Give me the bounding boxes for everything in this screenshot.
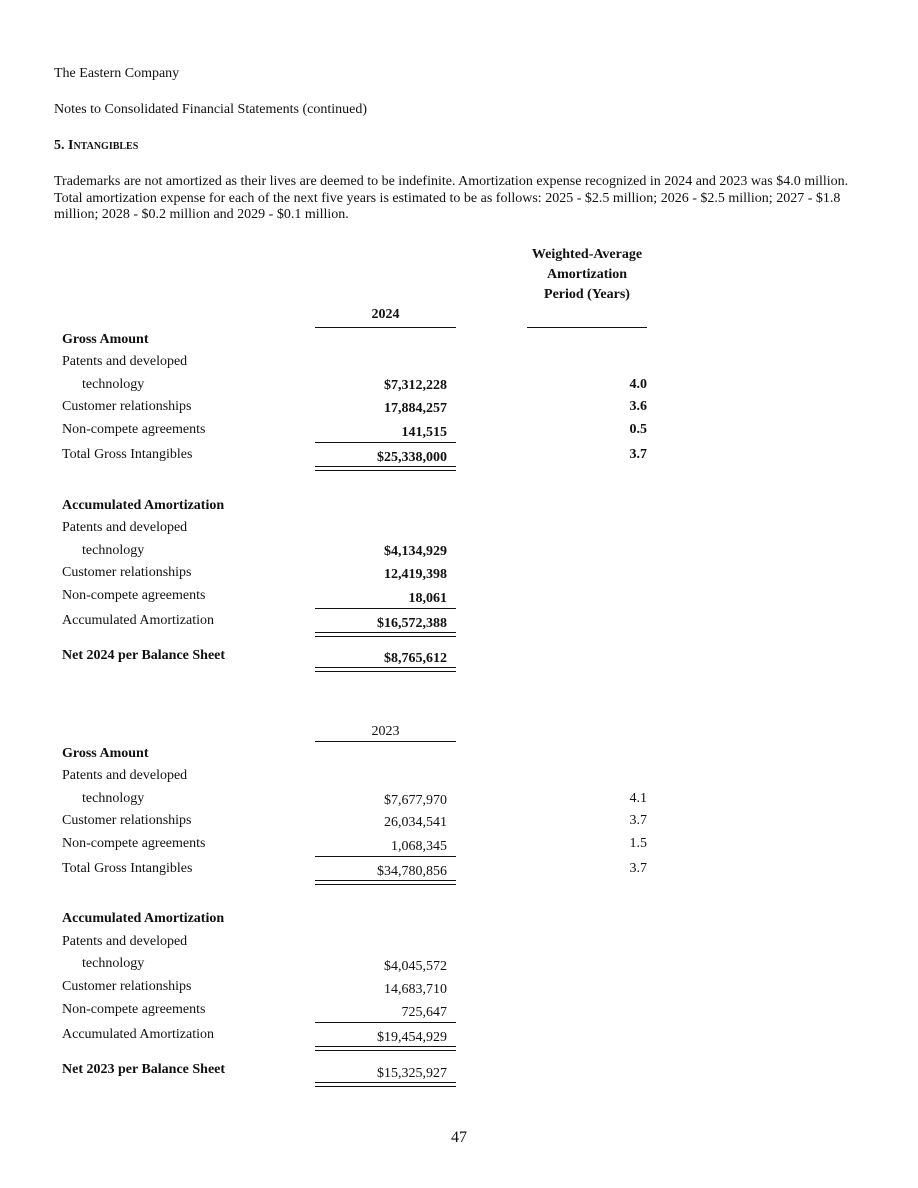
technology-label-2024: technology [82, 377, 145, 392]
total-gross-2023: $34,780,856 [377, 864, 447, 879]
accum-patents-label-2023: Patents and developed [62, 934, 188, 949]
total-gross-label-2023: Total Gross Intangibles [62, 861, 193, 876]
accum-label-2023: Accumulated Amortization [62, 911, 225, 926]
technology-label-2023: technology [82, 791, 145, 806]
patents-gross-2024: $7,312,228 [384, 378, 447, 393]
total-period-2023: 3.7 [629, 861, 647, 876]
patents-gross-2023: $7,677,970 [384, 793, 447, 808]
double-rule-2024-a [315, 466, 456, 471]
noncompete-gross-2024: 141,515 [401, 425, 447, 440]
double-rule-2023-a [315, 880, 456, 885]
customer-gross-2024: 17,884,257 [384, 401, 447, 416]
accum-patents-label-2024: Patents and developed [62, 520, 188, 535]
rule-2023-b [315, 1022, 456, 1023]
accum-technology-label-2023: technology [82, 956, 145, 971]
noncompete-label-2024: Non-compete agreements [62, 422, 206, 437]
noncompete-period-2024: 0.5 [629, 422, 647, 437]
accum-label-2024: Accumulated Amortization [62, 498, 225, 513]
weighted-average-header: Weighted-Average Amortization Period (Years) [531, 247, 643, 302]
customer-period-2024: 3.6 [629, 399, 647, 414]
double-rule-2023-b [315, 1046, 456, 1051]
section-title: 5. Intangibles [54, 138, 139, 153]
wa-header-underline [527, 327, 647, 328]
notes-title: Notes to Consolidated Financial Statements (continued) [54, 102, 367, 117]
accum-noncompete-2023: 725,647 [401, 1005, 447, 1020]
accum-technology-label-2024: technology [82, 543, 145, 558]
double-rule-2024-b [315, 632, 456, 637]
total-period-2024: 3.7 [629, 447, 647, 462]
gross-amount-label-2023: Gross Amount [62, 746, 149, 761]
accum-patents-2023: $4,045,572 [384, 959, 447, 974]
gross-amount-label-2024: Gross Amount [62, 332, 149, 347]
net-value-2024: $8,765,612 [384, 651, 447, 666]
patents-label-2023: Patents and developed [62, 768, 188, 783]
customer-gross-2023: 26,034,541 [384, 815, 447, 830]
rule-2024-a [315, 442, 456, 443]
accum-noncompete-label-2024: Non-compete agreements [62, 588, 206, 603]
patents-period-2023: 4.1 [629, 791, 647, 806]
accum-customer-2024: 12,419,398 [384, 567, 447, 582]
accum-total-2023: $19,454,929 [377, 1030, 447, 1045]
accum-total-label-2024: Accumulated Amortization [62, 613, 215, 628]
total-gross-2024: $25,338,000 [377, 450, 447, 465]
patents-period-2024: 4.0 [629, 377, 647, 392]
page-number: 47 [451, 1129, 467, 1146]
double-rule-2023-c [315, 1082, 456, 1087]
intro-paragraph: Trademarks are not amortized as their lives are deemed to be indefinite. Amortization expense recognized in 2024 and 2023 was $4.0 million. Total amortization expense for each of the next five years is estimated to be as follows: 2025 - $2.5 million; 2026 - $2.5 million; 2027 - $1.8 million; 2028 - $0.2 million and 2029 - $0.1 million. [54, 174, 849, 222]
customer-period-2023: 3.7 [629, 813, 647, 828]
company-name: The Eastern Company [54, 66, 180, 81]
header-underline-2024 [315, 327, 456, 328]
rule-2023-a [315, 856, 456, 857]
accum-customer-label-2023: Customer relationships [62, 979, 192, 994]
accum-noncompete-2024: 18,061 [408, 591, 447, 606]
rule-2024-b [315, 608, 456, 609]
patents-label-2024: Patents and developed [62, 354, 188, 369]
accum-patents-2024: $4,134,929 [384, 544, 447, 559]
accum-customer-label-2024: Customer relationships [62, 565, 192, 580]
noncompete-period-2023: 1.5 [629, 836, 647, 851]
noncompete-label-2023: Non-compete agreements [62, 836, 206, 851]
total-gross-label-2024: Total Gross Intangibles [62, 447, 193, 462]
customer-label-2024: Customer relationships [62, 399, 192, 414]
noncompete-gross-2023: 1,068,345 [391, 839, 447, 854]
column-header-2023: 2023 [371, 724, 400, 739]
net-label-2024: Net 2024 per Balance Sheet [62, 648, 226, 663]
header-underline-2023 [315, 741, 456, 742]
net-label-2023: Net 2023 per Balance Sheet [62, 1062, 226, 1077]
net-value-2023: $15,325,927 [377, 1066, 447, 1081]
accum-total-2024: $16,572,388 [377, 616, 447, 631]
column-header-2024: 2024 [371, 307, 400, 322]
accum-noncompete-label-2023: Non-compete agreements [62, 1002, 206, 1017]
double-rule-2024-c [315, 667, 456, 672]
accum-total-label-2023: Accumulated Amortization [62, 1027, 215, 1042]
accum-customer-2023: 14,683,710 [384, 982, 447, 997]
customer-label-2023: Customer relationships [62, 813, 192, 828]
